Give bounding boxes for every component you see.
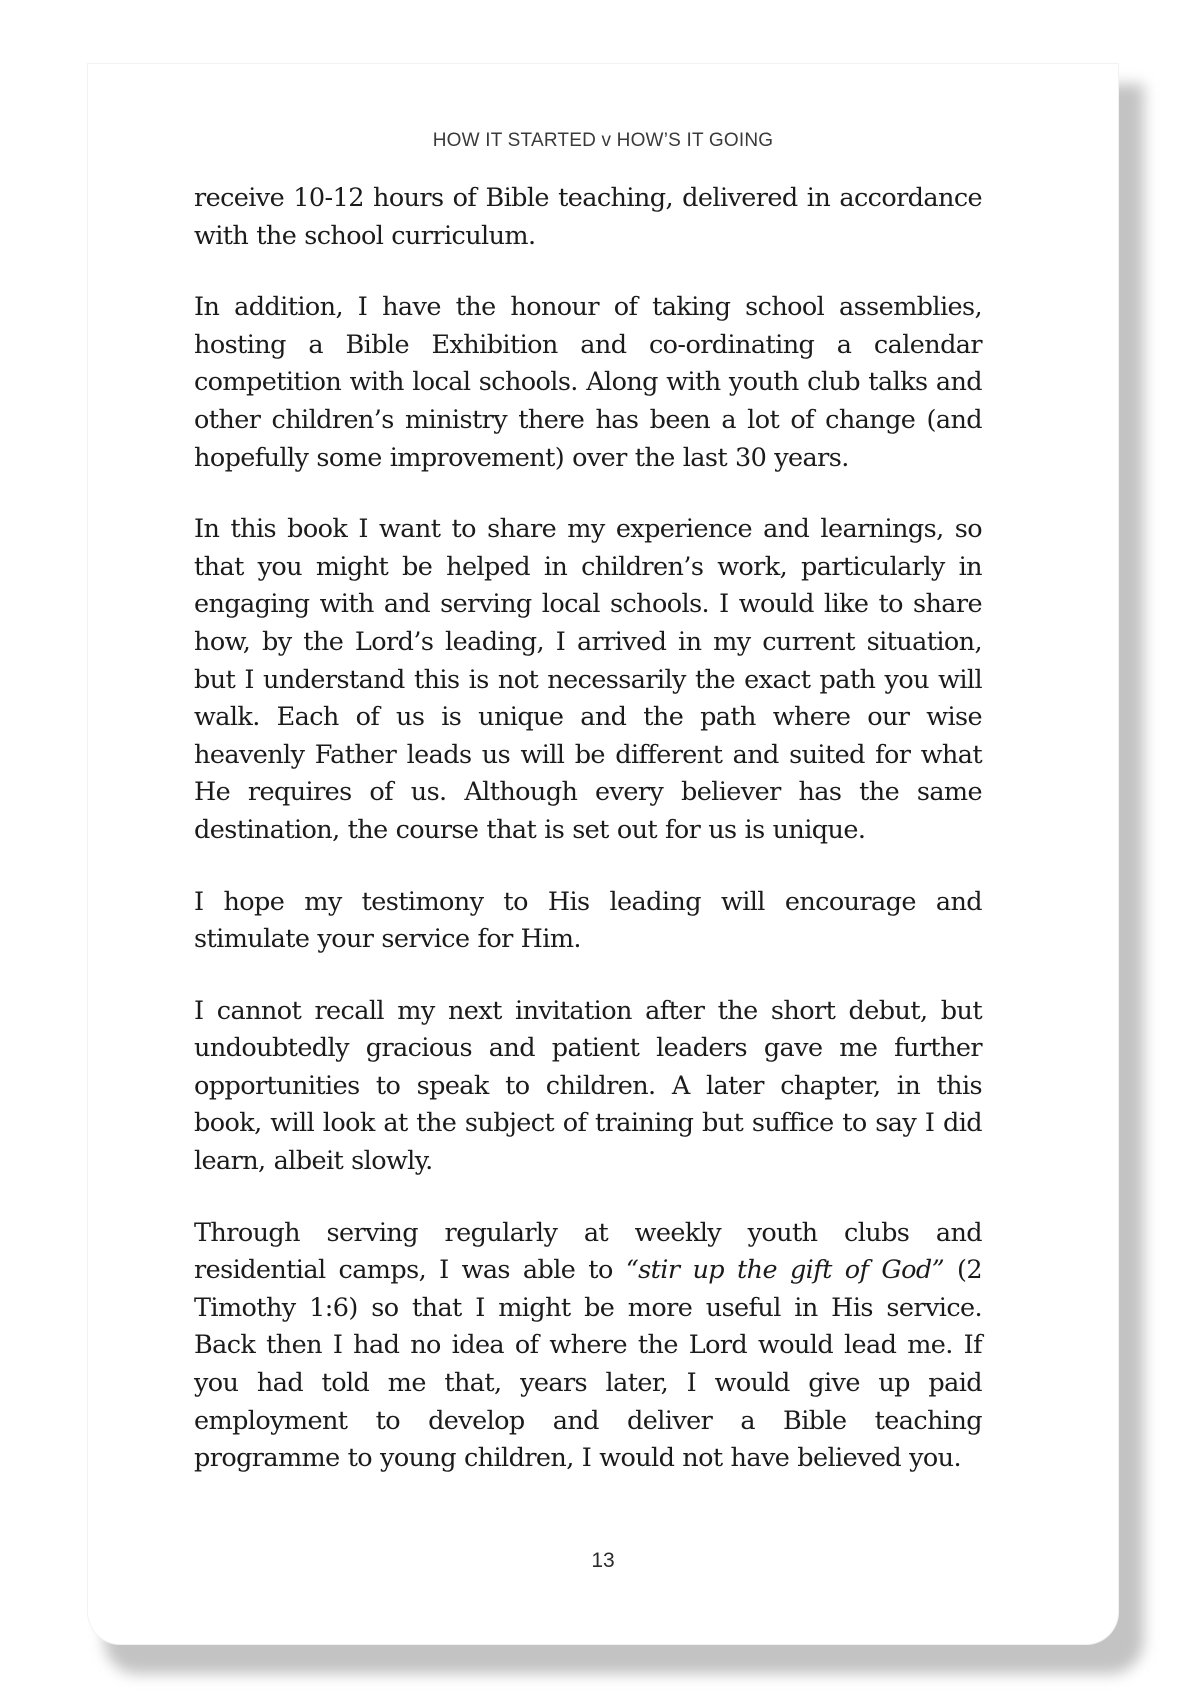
paragraph-4: I hope my testimony to His leading will encourage and stimulate your service for Him. xyxy=(194,886,982,955)
paragraph-1: receive 10-12 hours of Bible teaching, delivered in accordance with the school curriculum. xyxy=(194,183,982,251)
paragraph-6-rest: (2 Timothy 1:6) so that I might be more useful in His service. Back then I had no idea of where the Lord would lead me. If you had told me that, years later, I would give up paid employment to develop and deliver a Bible teaching programme to young children, I would not have believed you. xyxy=(194,1255,982,1474)
scripture-quote: “stir up the gift of God” xyxy=(625,1255,945,1286)
paragraph-3: In this book I want to share my experience and learnings, so that you might be helped in children’s work, particularly in engaging with and serving local schools. I would like to share how, by the Lord’s leading, I arrived in my current situation, but I understand this is not necessarily the exact path you will walk. Each of us is unique and the path where our wise heavenly Father leads us will be different and suited for what He requires of us. Although every believer has the same destination, the course that is set out for us is unique. xyxy=(194,514,982,845)
paragraph-6 xyxy=(194,1215,982,1478)
body-text xyxy=(194,180,982,1512)
paragraph-5: I cannot recall my next invitation after the short debut, but undoubtedly gracious and patient leaders gave me further opportunities to speak to children. A later chapter, in this book, will look at the subject of training but suffice to say I did learn, albeit slowly. xyxy=(194,995,982,1177)
page-number: 13 xyxy=(591,1549,615,1572)
running-header: HOW IT STARTED v HOW’S IT GOING xyxy=(432,130,774,151)
paragraph-6-lead: Through serving regularly at weekly youth clubs and residential camps, I was able to xyxy=(194,1217,982,1286)
paragraph-2: In addition, I have the honour of taking school assemblies, hosting a Bible Exhibition and co-ordinating a calendar competition with local schools. Along with youth club talks and other children’s ministry there has been a lot of change (and hopefully some improvement) over the last 30 years. xyxy=(194,292,982,473)
book-page xyxy=(88,64,1118,1644)
